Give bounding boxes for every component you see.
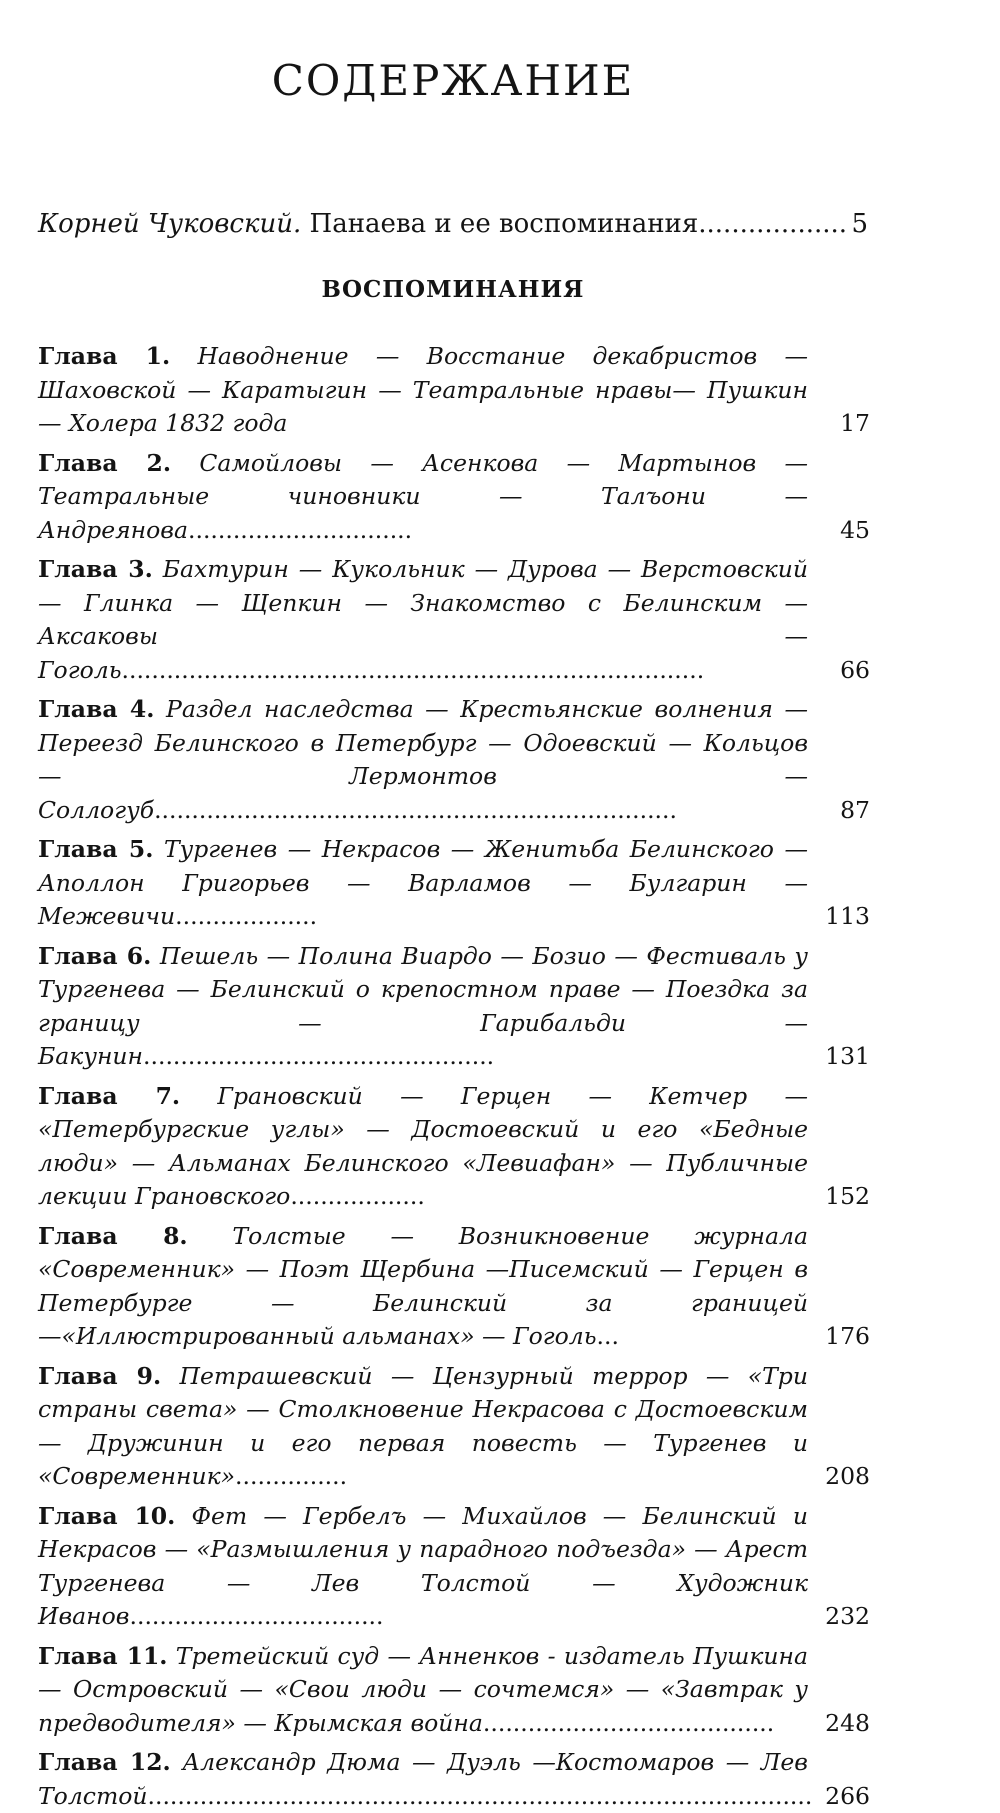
page-number: 176 (825, 1320, 870, 1354)
leader-dots: .............................. (188, 516, 412, 544)
page-number: 66 (840, 654, 870, 688)
chapter-label: Глава 12. (38, 1748, 171, 1776)
toc-entry-9[interactable] (38, 1360, 870, 1494)
chapter-title: Грановский — Герцен — Кетчер — «Петербургские углы» — Достоевский и его «Бедные люди» — Альманах Белинского «Левиафан» — Публичные лекции Грановского (38, 1082, 808, 1211)
toc-entry-12[interactable] (38, 1746, 870, 1813)
intro-entry[interactable] (38, 205, 868, 243)
leader-dots: ......................................................................................... (148, 1782, 813, 1810)
toc-entry-1[interactable] (38, 340, 870, 441)
chapter-label: Глава 8. (38, 1222, 188, 1250)
section-title: ВОСПОМИНАНИЯ (0, 276, 906, 303)
page-number: 113 (825, 900, 870, 934)
table-of-contents (38, 340, 870, 1813)
page-number: 17 (840, 407, 870, 441)
chapter-title: Бахтурин — Кукольник — Дурова — Верстовский — Глинка — Щепкин — Знакомство с Белинским — Аксаковы — Гоголь (38, 555, 808, 684)
chapter-title: Пешель — Полина Виардо — Бозио — Фестиваль у Тургенева — Белинский о крепостном праве — Поездка за границу — Гарибальди — Бакунин (38, 942, 808, 1071)
leader-dots: ... (597, 1322, 619, 1350)
leader-dots: .................. (698, 209, 847, 239)
chapter-title: Александр Дюма — Дуэль —Костомаров — Лев Толстой (38, 1748, 808, 1810)
toc-entry-7[interactable] (38, 1080, 870, 1214)
page-number: 87 (840, 794, 870, 828)
chapter-label: Глава 2. (38, 449, 171, 477)
toc-entry-2[interactable] (38, 447, 870, 548)
chapter-title: Толстые — Возникновение журнала «Современник» — Поэт Щербина —Писемский — Герцен в Петербурге — Белинский за границей —«Иллюстрированный альманах» — Гоголь (38, 1222, 808, 1351)
chapter-label: Глава 1. (38, 342, 170, 370)
chapter-label: Глава 7. (38, 1082, 180, 1110)
leader-dots: .................. (290, 1182, 424, 1210)
toc-entry-3[interactable] (38, 553, 870, 687)
leader-dots: ............................................... (143, 1042, 494, 1070)
leader-dots: ....................................... (483, 1709, 774, 1737)
page-number: 152 (825, 1180, 870, 1214)
chapter-label: Глава 4. (38, 695, 154, 723)
leader-dots: .................................. (130, 1602, 384, 1630)
leader-dots: ................... (175, 902, 317, 930)
chapter-title: Самойловы — Асенкова — Мартынов — Театральные чиновники — Талъони — Андреянова (38, 449, 808, 544)
page-title: СОДЕРЖАНИЕ (0, 56, 906, 105)
chapter-title: Фет — Гербелъ — Михайлов — Белинский и Некрасов — «Размышления у парадного подъезда» — Арест Тургенева — Лев Толстой — Художник Иванов (38, 1502, 808, 1631)
chapter-label: Глава 6. (38, 942, 151, 970)
page-number: 45 (840, 514, 870, 548)
page-number: 248 (825, 1707, 870, 1741)
page-number: 5 (851, 205, 868, 243)
chapter-title: Наводнение — Восстание декабристов — Шаховской — Каратыгин — Театральные нравы— Пушкин — Холера 1832 года (38, 342, 808, 437)
intro-author: Корней Чуковский. (38, 209, 301, 239)
page-number: 266 (825, 1780, 870, 1813)
page-number: 131 (825, 1040, 870, 1074)
toc-entry-11[interactable] (38, 1640, 870, 1741)
chapter-label: Глава 3. (38, 555, 153, 583)
chapter-label: Глава 9. (38, 1362, 161, 1390)
chapter-title: Тургенев — Некрасов — Женитьба Белинского — Аполлон Григорьев — Варламов — Булгарин — Межевичи (38, 835, 808, 930)
chapter-title: Третейский суд — Анненков - издатель Пушкина — Островский — «Свои люди — сочтемся» — «Завтрак у предводителя» — Крымская война (38, 1642, 808, 1737)
leader-dots: ............... (235, 1462, 347, 1490)
chapter-title: Петрашевский — Цензурный террор — «Три страны света» — Столкновение Некрасова с Достоевским — Дружинин и его первая повесть — Тургенев и «Современник» (38, 1362, 808, 1491)
toc-entry-8[interactable] (38, 1220, 870, 1354)
page-number: 232 (825, 1600, 870, 1634)
chapter-label: Глава 11. (38, 1642, 167, 1670)
intro-text: Панаева и ее воспоминания (310, 209, 699, 239)
chapter-title: Раздел наследства — Крестьянские волнения — Переезд Белинского в Петербург — Одоевский — Кольцов — Лермонтов — Соллогуб (38, 695, 808, 824)
leader-dots: .............................................................................. (122, 656, 705, 684)
page-number: 208 (825, 1460, 870, 1494)
chapter-label: Глава 10. (38, 1502, 175, 1530)
toc-entry-5[interactable] (38, 833, 870, 934)
toc-entry-10[interactable] (38, 1500, 870, 1634)
leader-dots: ...................................................................... (154, 796, 677, 824)
toc-entry-4[interactable] (38, 693, 870, 827)
toc-entry-6[interactable] (38, 940, 870, 1074)
chapter-label: Глава 5. (38, 835, 153, 863)
